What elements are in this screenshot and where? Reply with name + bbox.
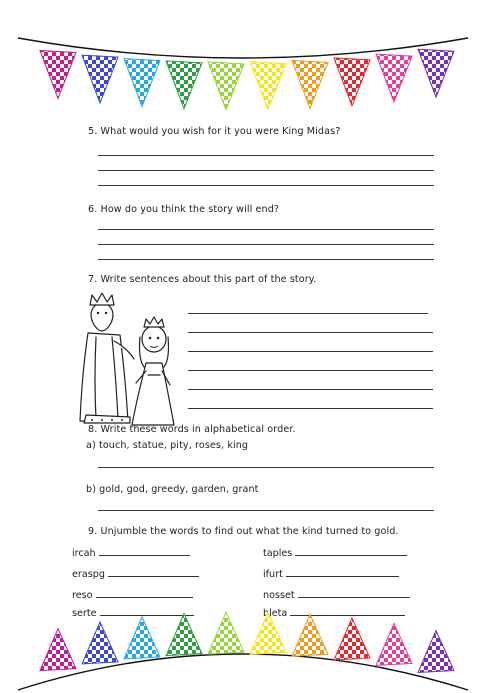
king-and-daughter-icon — [74, 293, 182, 427]
bunting-flag — [124, 617, 160, 659]
bunting-flag — [40, 629, 76, 671]
question-8: 8. Write these words in alphabetical order. — [88, 424, 296, 435]
unjumble-word: eraspg — [72, 568, 199, 580]
bunting-flag — [82, 55, 118, 103]
unjumble-word: nosset — [263, 589, 410, 601]
bunting-flag — [208, 62, 244, 110]
answer-line — [98, 510, 434, 511]
question-7: 7. Write sentences about this part of the story. — [88, 274, 317, 285]
answer-line — [188, 332, 433, 333]
answer-line — [98, 185, 434, 186]
question-9: 9. Unjumble the words to find out what the kind turned to gold. — [88, 526, 399, 537]
bunting-flag — [166, 61, 202, 109]
answer-line — [98, 259, 434, 260]
bunting-flag — [292, 60, 328, 108]
answer-line — [98, 229, 434, 230]
question-8a: a) touch, statue, pity, roses, king — [86, 440, 249, 451]
bunting-flag — [334, 618, 370, 660]
answer-line — [98, 170, 434, 171]
unjumble-word: bleta — [263, 607, 405, 619]
unjumble-word: serte — [72, 607, 194, 619]
answer-line — [188, 408, 433, 409]
bunting-flag — [250, 62, 286, 110]
bunting-flag — [166, 614, 202, 656]
answer-line — [188, 370, 433, 371]
bunting-flag — [376, 623, 412, 665]
question-6: 6. How do you think the story will end? — [88, 204, 280, 215]
unjumble-word: reso — [72, 589, 193, 601]
answer-line — [188, 389, 433, 390]
answer-line — [98, 155, 434, 156]
unjumble-word: taples — [263, 547, 407, 559]
question-5: 5. What would you wish for it you were King Midas? — [88, 126, 341, 137]
answer-line — [188, 351, 433, 352]
top-bunting-decoration — [0, 0, 485, 110]
bunting-flag — [40, 50, 76, 98]
bunting-flag — [418, 49, 454, 97]
answer-line — [98, 244, 434, 245]
bunting-flag — [250, 612, 286, 654]
bunting-flag — [82, 622, 118, 664]
bunting-flag — [292, 614, 328, 656]
bunting-flag — [418, 630, 454, 672]
answer-line — [188, 313, 428, 314]
unjumble-word: ifurt — [263, 568, 399, 580]
unjumble-word: ircah — [72, 547, 190, 559]
bunting-flag — [124, 59, 160, 107]
bunting-flag — [208, 612, 244, 654]
bunting-flag — [376, 54, 412, 102]
bottom-bunting-decoration — [0, 610, 485, 693]
question-8b: b) gold, god, greedy, garden, grant — [86, 484, 259, 495]
answer-line — [98, 467, 434, 468]
bunting-flag — [334, 58, 370, 106]
